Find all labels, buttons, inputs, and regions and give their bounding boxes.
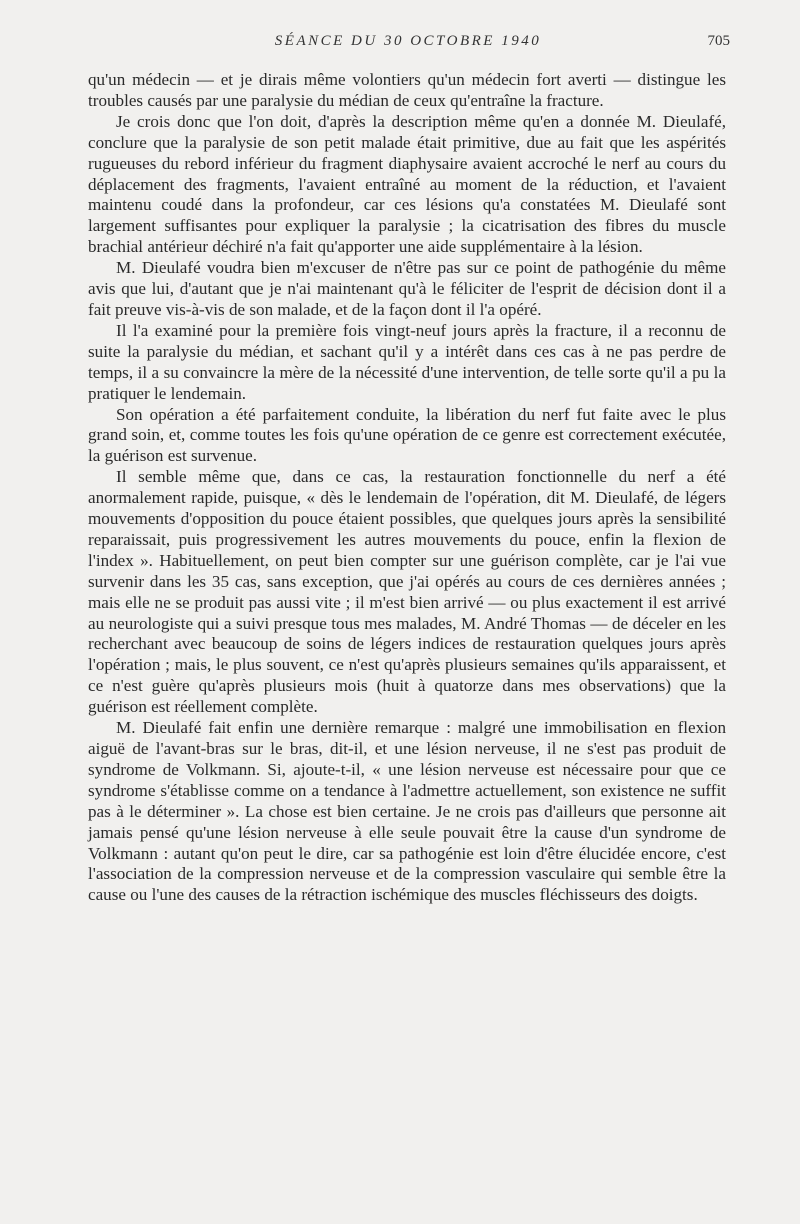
- paragraph: M. Dieulafé fait enfin une dernière remarque : malgré une immobilisation en flexion aiguë de l'avant-bras sur le bras, dit-il, et une lésion nerveuse, il ne s'est pas produit de syndrome de Volkmann. Si, ajoute-t-il, « une lésion nerveuse est nécessaire pour que ce syndrome s'établisse comme on a tendance à l'admettre actuellement, son existence ne suffit pas à le déterminer ». La chose est bien certaine. Je ne crois pas d'ailleurs que personne ait jamais pensé qu'une lésion nerveuse à elle seule pouvait être la cause d'un syndrome de Volkmann : autant qu'on peut le dire, car sa pathogénie est loin d'être élucidée encore, c'est l'association de la compression nerveuse et de la compression vasculaire qui semble être la cause ou l'une des causes de la rétraction ischémique des muscles fléchisseurs des doigts.: [88, 718, 726, 905]
- running-title: SÉANCE DU 30 OCTOBRE 1940: [274, 33, 542, 49]
- paragraph: Son opération a été parfaitement conduite, la libération du nerf fut faite avec le plus grand soin, et, comme toutes les fois qu'une opération de ce genre est correctement exécutée, la guérison est survenue.: [88, 404, 726, 466]
- paragraph: Il semble même que, dans ce cas, la restauration fonctionnelle du nerf a été anormalement rapide, puisque, « dès le lendemain de l'opération, dit M. Dieulafé, de légers mouvements d'opposition du pouce étaient possibles, que quelques jours après la sensibilité reparaissait, puis progressivement les autres mouvements du pouce, enfin la flexion de l'index ». Habituellement, on peut bien compter sur une guérison complète, car je l'ai vue survenir dans les 35 cas, sans exception, que j'ai opérés au cours de ces dernières années ; mais elle ne se produit pas aussi vite ; il m'est bien arrivé — ou plus exactement il est arrivé au neurologiste qui a suivi presque tous mes malades, M. André Thomas — de déceler en les recherchant avec beaucoup de soins de légers indices de restauration quelques jours après l'opération ; mais, le plus souvent, ce n'est qu'après plusieurs semaines qu'ils apparaissent, et ce n'est guère qu'après plusieurs mois (huit à quatorze dans mes observations) que la guérison est réellement complète.: [88, 467, 726, 717]
- text-body: [88, 70, 726, 906]
- paragraph: Il l'a examiné pour la première fois vingt-neuf jours après la fracture, il a reconnu de suite la paralysie du médian, et sachant qu'il y a intérêt dans ces cas à ne pas perdre de temps, il a su convaincre la mère de la nécessité d'une intervention, de telle sorte qu'il a pu la pratiquer le lendemain.: [88, 320, 726, 403]
- paragraph: M. Dieulafé voudra bien m'excuser de n'être pas sur ce point de pathogénie du même avis que lui, d'autant que je n'ai maintenant qu'à le féliciter de l'esprit de décision dont il a fait preuve vis-à-vis de son malade, et de la façon dont il l'a opéré.: [88, 258, 726, 319]
- page-number: 705: [707, 33, 730, 49]
- paragraph: Je crois donc que l'on doit, d'après la description même qu'en a donnée M. Dieulafé, conclure que la paralysie de son petit malade était primitive, due au fait que les aspérités rugueuses du rebord inférieur du fragment diaphysaire avaient accroché le nerf au cours du déplacement des fragments, l'avaient entraîné au moment de la réduction, et l'avaient maintenu coudé dans la profondeur, car ces lésions qu'a constatées M. Dieulafé sont largement suffisantes pour expliquer la paralysie ; la cicatrisation des fibres du muscle brachial antérieur déchiré n'a fait qu'apporter une aide supplémentaire à la lésion.: [88, 111, 726, 257]
- paragraph: qu'un médecin — et je dirais même volontiers qu'un médecin fort averti — distingue les troubles causés par une paralysie du médian de ceux qu'entraîne la fracture.: [88, 70, 726, 110]
- page-header: [86, 33, 730, 53]
